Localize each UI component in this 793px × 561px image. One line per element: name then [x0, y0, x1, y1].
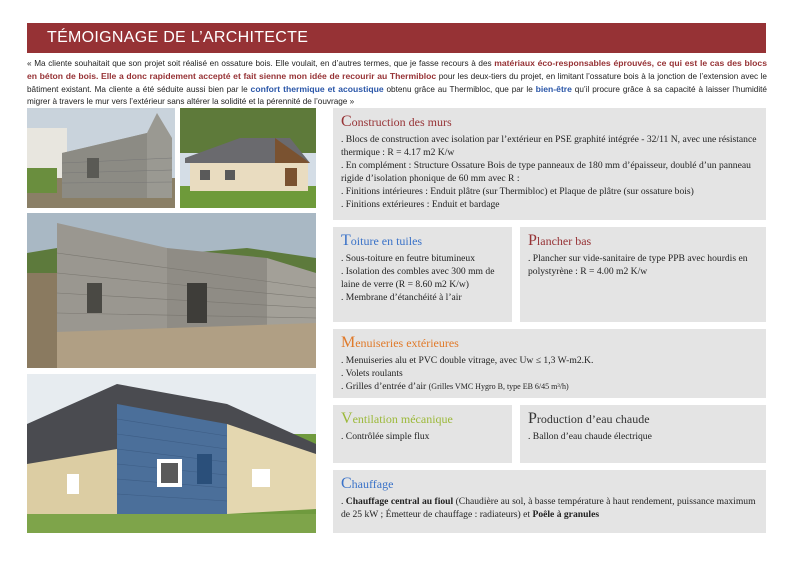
menuiseries-line-1: . Menuiseries alu et PVC double vitrage, avec Uw ≤ 1,3 W-m2.K.: [341, 355, 594, 366]
quote-part-2: pour les deux-tiers du projet, en limitant l’ossature bois à la jonction de l’extension avec le bâtiment existant. Ma cliente a été séduite aussi bien par le: [27, 72, 767, 94]
section-construction-murs: [333, 108, 766, 220]
quote-part-3: obtenu grâce au Thermibloc, que par le: [383, 85, 536, 94]
eau-line-1: . Ballon d’eau chaude électrique: [528, 431, 652, 442]
quote-emphasis-3: bien-être: [535, 84, 572, 94]
murs-line-2: . En complément : Structure Ossature Bois de type panneaux de 180 mm d’épaisseur, doublé d’un panneau rigide d’isolation phonique de 60 mm avec R :: [341, 160, 751, 184]
menuiseries-line-2: . Volets roulants: [341, 368, 403, 379]
section-title-murs: Construction des murs: [341, 113, 452, 130]
section-menuiseries: [333, 329, 766, 398]
section-title-toiture: Toiture en tuiles: [341, 232, 423, 249]
section-toiture: [333, 227, 512, 322]
photo-finished-house-small: [180, 108, 316, 208]
page-banner: [27, 23, 766, 53]
photo-construction-walls: [27, 108, 175, 208]
toiture-line-1: . Sous-toiture en feutre bitumineux: [341, 253, 476, 264]
section-title-chauffage: Chauffage: [341, 475, 394, 492]
murs-line-1: . Blocs de construction avec isolation par l’extérieur en PSE graphité intégrée - 32/11 N, avec une résistance thermique : R = 4.17 m2 K/w: [341, 134, 757, 158]
toiture-line-2: . Isolation des combles avec 300 mm de laine de verre (R = 8.60 m2 K/w): [341, 266, 495, 290]
section-title-eau: Production d’eau chaude: [528, 410, 650, 427]
murs-line-3: . Finitions intérieures : Enduit plâtre (sur Thermibloc) et Plaque de plâtre (sur ossature bois): [341, 186, 694, 197]
section-ventilation: [333, 405, 512, 463]
menuiseries-line-3: . Grilles d’entrée d’air (Grilles VMC Hygro B, type EB 6/45 m³/h): [341, 381, 569, 392]
murs-line-4: . Finitions extérieures : Enduit et bardage: [341, 199, 500, 210]
section-eau-chaude: [520, 405, 766, 463]
architect-quote: [27, 57, 767, 108]
section-chauffage: [333, 470, 766, 533]
section-title-plancher: Plancher bas: [528, 232, 592, 249]
section-title-ventilation: Ventilation mécanique: [341, 410, 453, 427]
section-title-menuiseries: Menuiseries extérieures: [341, 334, 459, 351]
section-plancher: [520, 227, 766, 322]
photo-finished-house-large: [27, 374, 316, 533]
page-title: TÉMOIGNAGE DE L’ARCHITECTE: [47, 29, 309, 46]
toiture-line-3: . Membrane d’étanchéité à l’air: [341, 292, 462, 303]
quote-emphasis-1: matériaux éco-responsables éprouvés, ce qui est le cas des blocs en béton de bois. Elle a donc rapidement accepté et fait sienne mon idée de recourir au Thermibloc: [27, 58, 767, 81]
quote-part-4: qu’il procure grâce à sa capacité à laisser l’humidité migrer à travers le mur vers l’extérieur sans altérer la solidité et la pérennité de l’ouvrage »: [27, 85, 767, 106]
quote-emphasis-2: confort thermique et acoustique: [250, 84, 384, 94]
chauffage-line-1: . Chauffage central au fioul (Chaudière au sol, à basse température à haut rendement, puissance maximum de 25 kW ; Émetteur de chauffage : radiateurs) et Poêle à granules: [341, 496, 756, 520]
quote-part-1: « Ma cliente souhaitait que son projet soit réalisé en ossature bois. Elle voulait, en d’autres termes, que je fasse recours à des: [27, 59, 495, 68]
ventilation-line-1: . Contrôlée simple flux: [341, 431, 430, 442]
plancher-line-1: . Plancher sur vide-sanitaire de type PPB avec hourdis en polystyrène : R = 4.00 m2 K/w: [528, 253, 748, 277]
photo-block-walls-site: [27, 213, 316, 368]
